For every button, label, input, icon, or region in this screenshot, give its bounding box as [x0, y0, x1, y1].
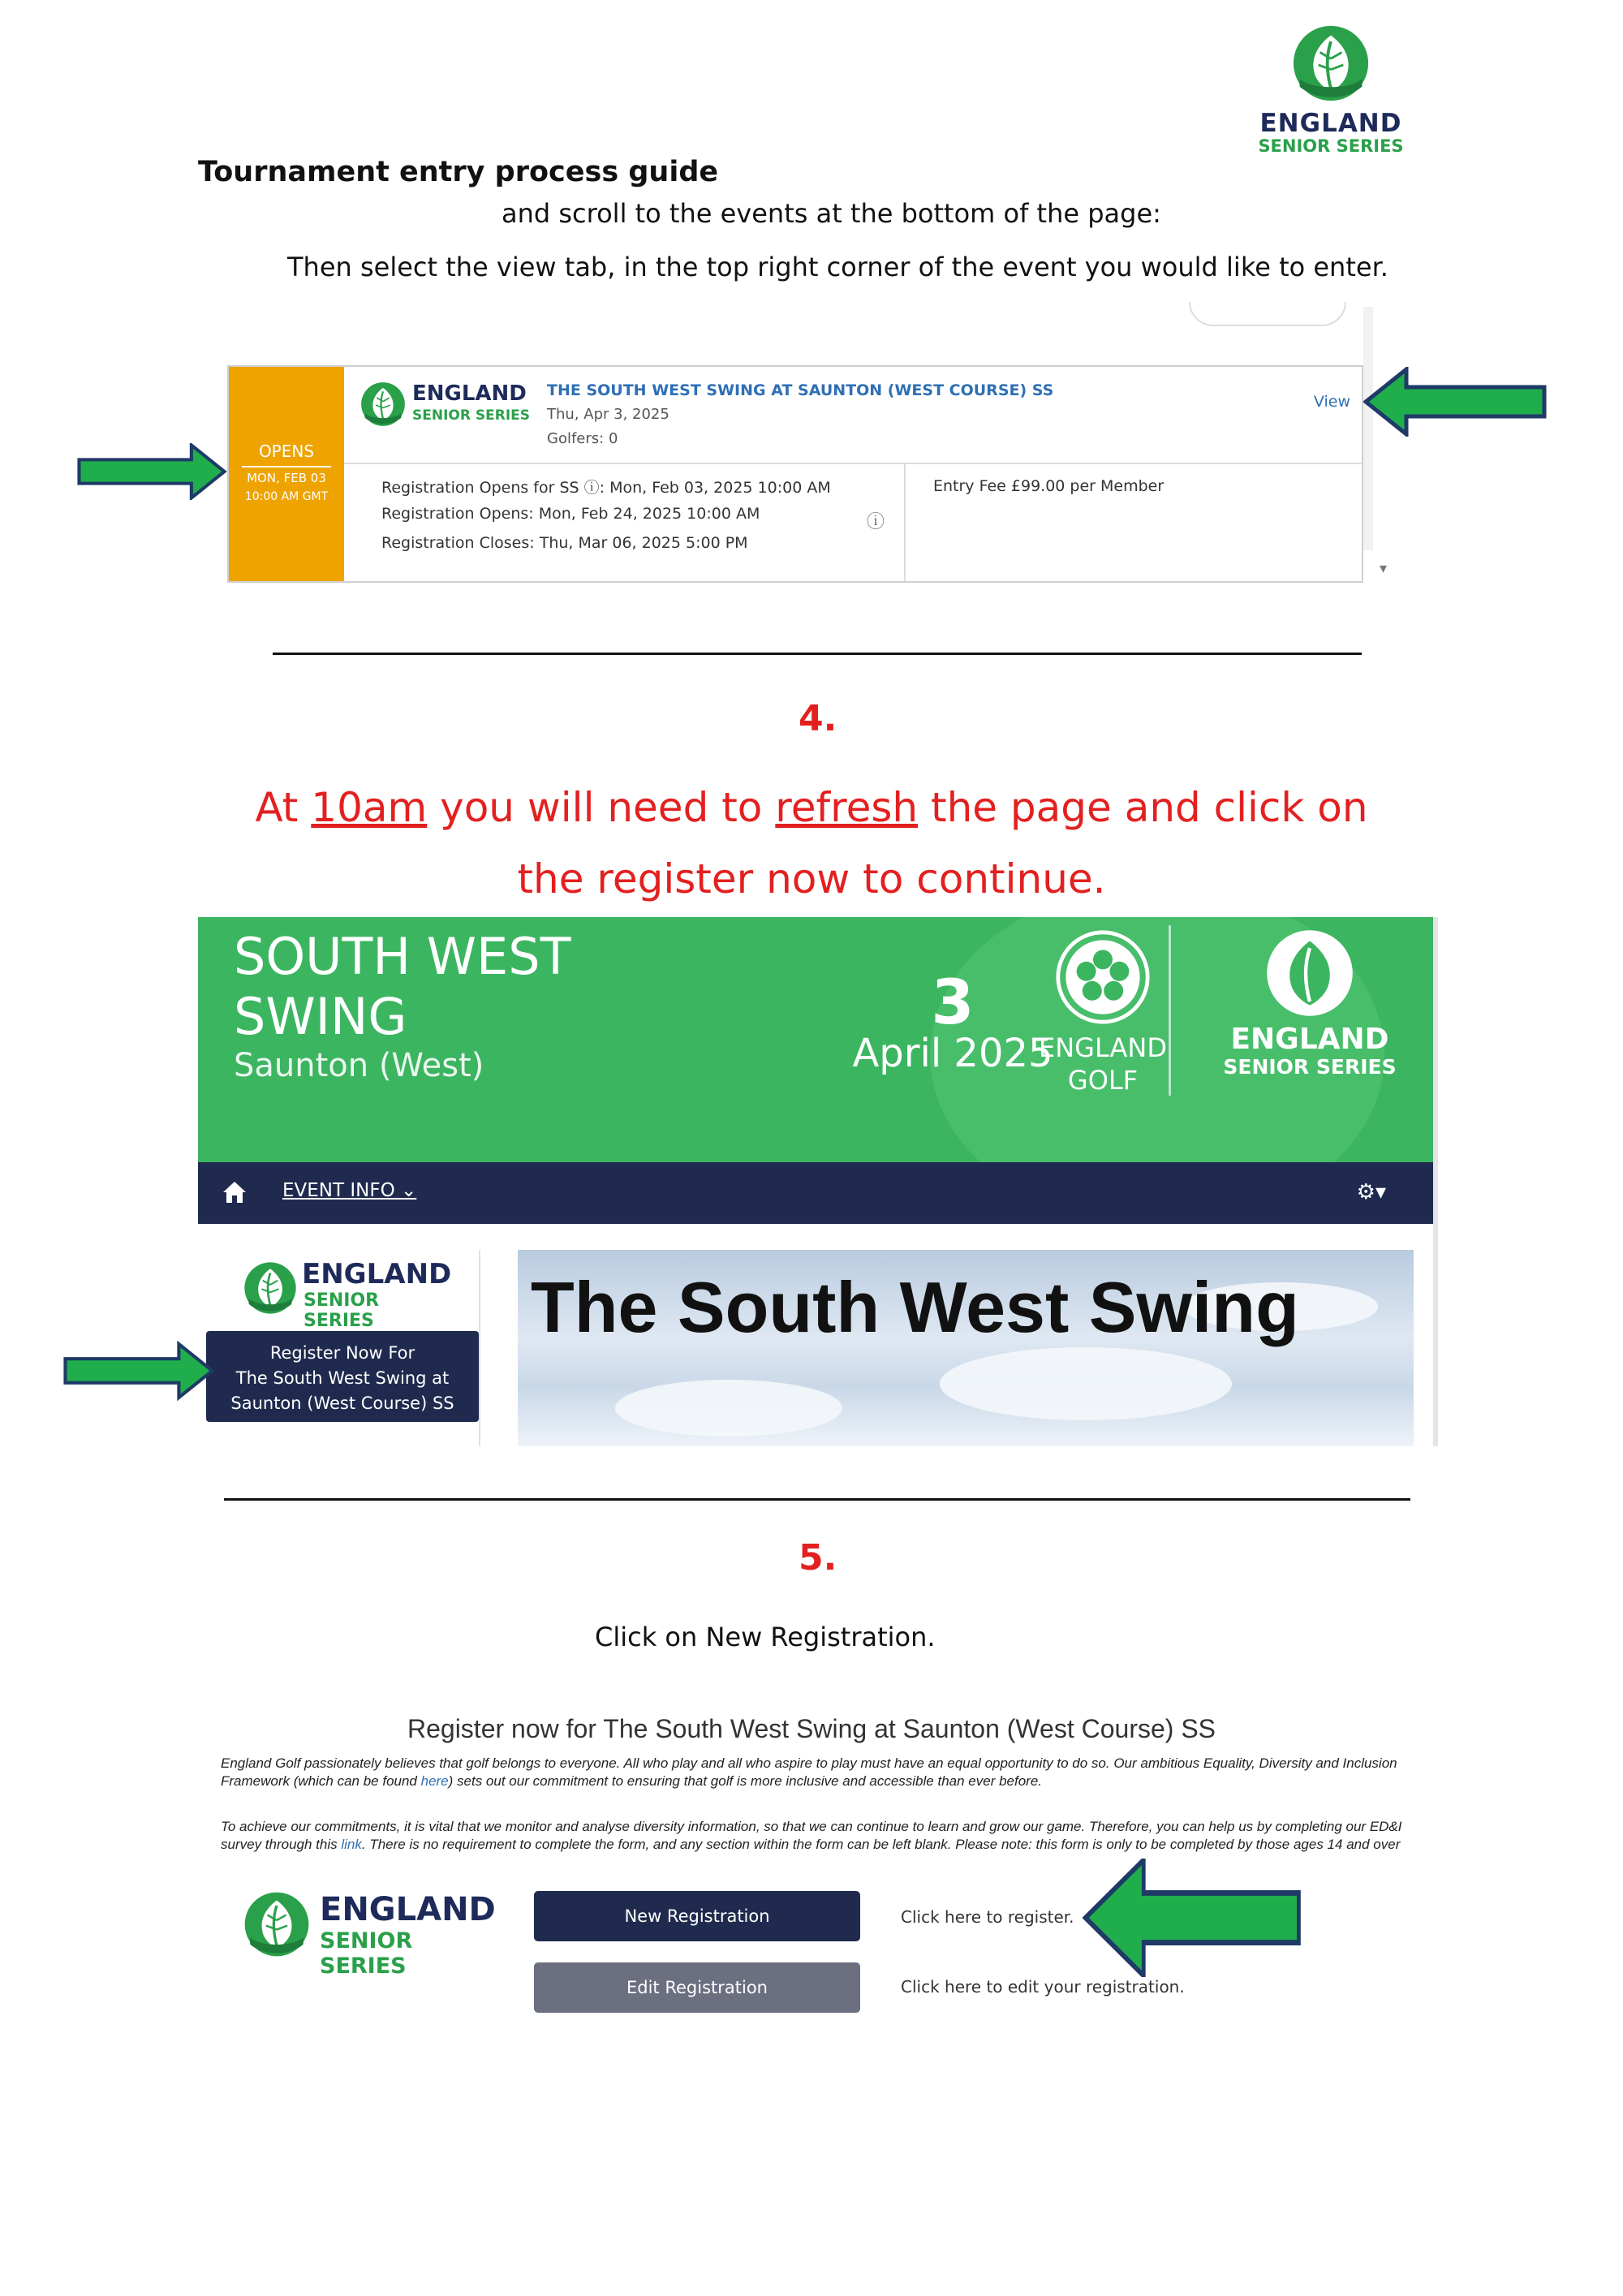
section-divider	[224, 1498, 1410, 1501]
opens-badge	[229, 367, 344, 581]
hero-title: The South West Swing	[531, 1267, 1299, 1347]
survey-link[interactable]: link	[341, 1837, 362, 1852]
event-info-menu[interactable]	[282, 1180, 416, 1201]
arrow-left-icon	[1363, 367, 1547, 437]
event-date: Thu, Apr 3, 2025	[547, 406, 669, 423]
arrow-right-icon	[63, 1336, 214, 1406]
cloud-decoration	[615, 1380, 842, 1437]
paragraph-text: ) sets out our commitment to ensuring that golf is more inclusive and accessible than ever before.	[448, 1773, 1042, 1789]
opens-time: 10:00 AM GMT	[244, 490, 329, 503]
england-senior-series-logo	[243, 1891, 503, 1979]
banner-name-line2: SWING	[234, 987, 407, 1046]
register-now-button[interactable]	[206, 1331, 479, 1422]
logo-word-england: ENGLAND	[302, 1258, 452, 1290]
registration-dates	[344, 463, 906, 581]
step-4-instruction-line2: the register now to continue.	[517, 855, 1106, 902]
banner-divider	[1169, 925, 1171, 1096]
step-4-time: 10am	[311, 784, 428, 831]
opens-divider	[242, 466, 331, 467]
event-card	[227, 365, 1363, 583]
registration-opens-ss: Registration Opens for SS ⓘ: Mon, Feb 03, 2025 10:00 AM	[381, 479, 831, 497]
leaf-emblem-icon	[360, 381, 406, 427]
logo-word-senior-series: SENIOR SERIES	[1223, 1055, 1397, 1079]
list-edge-decoration	[1189, 302, 1346, 326]
banner-day: 3	[931, 966, 975, 1038]
logo-word-england: ENGLAND	[1230, 1023, 1389, 1056]
page-heading: Tournament entry process guide	[198, 156, 719, 188]
edi-paragraph-2	[221, 1818, 1406, 1854]
rose-emblem-icon	[1054, 928, 1152, 1026]
step-4-number: 4.	[799, 698, 837, 739]
event-golfers: Golfers: 0	[547, 430, 618, 447]
registration-page-title: Register now for The South West Swing at Saunton (West Course) SS	[407, 1714, 1216, 1743]
edit-registration-hint: Click here to edit your registration.	[901, 1977, 1185, 1997]
england-senior-series-logo	[1204, 928, 1415, 1079]
sidebar-divider	[479, 1250, 480, 1446]
banner-name-line1: SOUTH WEST	[234, 927, 571, 986]
edi-paragraph-1	[221, 1755, 1406, 1790]
logo-word-england: ENGLAND	[1259, 109, 1402, 138]
registration-opens: Registration Opens: Mon, Feb 24, 2025 10:00 AM	[381, 505, 760, 523]
logo-word-senior-series: SENIOR SERIES	[1258, 136, 1404, 156]
instruction-view-tab: Then select the view tab, in the top right corner of the event you would like to enter.	[287, 252, 1388, 282]
new-registration-button[interactable]: New Registration	[534, 1891, 860, 1941]
scroll-down-icon[interactable]: ▾	[1380, 560, 1388, 577]
opens-label: OPENS	[258, 442, 315, 461]
opens-date: MON, FEB 03	[247, 471, 326, 485]
entry-fee: Entry Fee £99.00 per Member	[933, 477, 1165, 495]
step-4-refresh: refresh	[775, 784, 919, 831]
paragraph-text: To achieve our commitments, it is vital that we monitor and analyse diversity information, so that we can continue to learn and grow our game. Therefore, you can help us by completing our ED&I survey through this	[221, 1819, 1402, 1852]
logo-word-england: ENGLAND	[412, 381, 527, 406]
england-senior-series-logo	[1250, 24, 1412, 162]
event-hero-image	[518, 1250, 1414, 1446]
step-5-number: 5.	[799, 1537, 837, 1579]
logo-word-golf: GOLF	[1067, 1065, 1139, 1096]
view-link[interactable]: View	[1313, 393, 1350, 411]
event-card-header	[344, 367, 1362, 464]
event-navbar	[198, 1162, 1433, 1224]
register-now-label: The South West Swing at	[235, 1368, 450, 1388]
step-4-instruction-line1	[0, 784, 1623, 831]
event-title[interactable]: THE SOUTH WEST SWING AT SAUNTON (WEST COURSE) SS	[547, 381, 1054, 399]
step-4-text: you will need to	[427, 784, 776, 831]
banner-month: April 2025	[852, 1031, 1053, 1076]
registration-closes: Registration Closes: Thu, Mar 06, 2025 5:00 PM	[381, 534, 748, 552]
home-icon[interactable]	[222, 1180, 247, 1204]
leaf-emblem-icon	[243, 1261, 297, 1315]
section-divider	[273, 653, 1362, 655]
leaf-emblem-icon	[243, 1891, 310, 1958]
arrow-left-icon	[1083, 1859, 1302, 1977]
step-4-text: the page and click on	[918, 784, 1368, 831]
event-banner	[198, 917, 1433, 1162]
register-now-label: Saunton (West Course) SS	[230, 1394, 454, 1413]
logo-word-england: ENGLAND	[1039, 1032, 1167, 1063]
logo-word-senior-series: SENIOR SERIES	[304, 1290, 380, 1331]
page-edge	[1433, 917, 1438, 1446]
register-now-label: Register Now For	[269, 1343, 415, 1363]
arrow-right-icon	[76, 443, 227, 500]
paragraph-text: England Golf passionately believes that golf belongs to everyone. All who play and all who aspire to play must have an equal opportunity to do so. Our ambitious Equality, Diversity and Inclusion Framework (which can be found	[221, 1755, 1397, 1789]
edit-registration-button[interactable]: Edit Registration	[534, 1962, 860, 2013]
logo-word-england: ENGLAND	[320, 1891, 496, 1928]
instruction-scroll: and scroll to the events at the bottom of the page:	[502, 198, 1161, 229]
england-senior-series-logo	[243, 1258, 454, 1331]
logo-word-senior-series: SENIOR SERIES	[320, 1928, 413, 1979]
leaf-emblem-icon	[1265, 928, 1354, 1018]
chevron-down-icon: ⌄	[401, 1180, 417, 1201]
cloud-decoration	[940, 1347, 1232, 1420]
logo-word-senior-series: SENIOR SERIES	[412, 407, 530, 424]
step-5-instruction: Click on New Registration.	[595, 1622, 936, 1652]
paragraph-text: . There is no requirement to complete the form, and any section within the form can be left blank. Please note: this form is only to be completed by those ages 14 and over	[361, 1837, 1401, 1852]
leaf-emblem-icon	[1292, 24, 1370, 102]
step-4-text: At	[255, 784, 312, 831]
settings-gear-icon[interactable]: ⚙▾	[1356, 1180, 1386, 1204]
banner-event-name	[234, 927, 570, 1047]
card-logo	[360, 378, 531, 427]
info-icon[interactable]: ⓘ	[867, 512, 885, 532]
england-golf-logo	[1001, 928, 1204, 1094]
framework-link[interactable]: here	[420, 1773, 449, 1789]
new-registration-hint: Click here to register.	[901, 1907, 1074, 1927]
event-info-label: EVENT INFO	[282, 1180, 395, 1201]
banner-venue: Saunton (West)	[234, 1047, 484, 1084]
